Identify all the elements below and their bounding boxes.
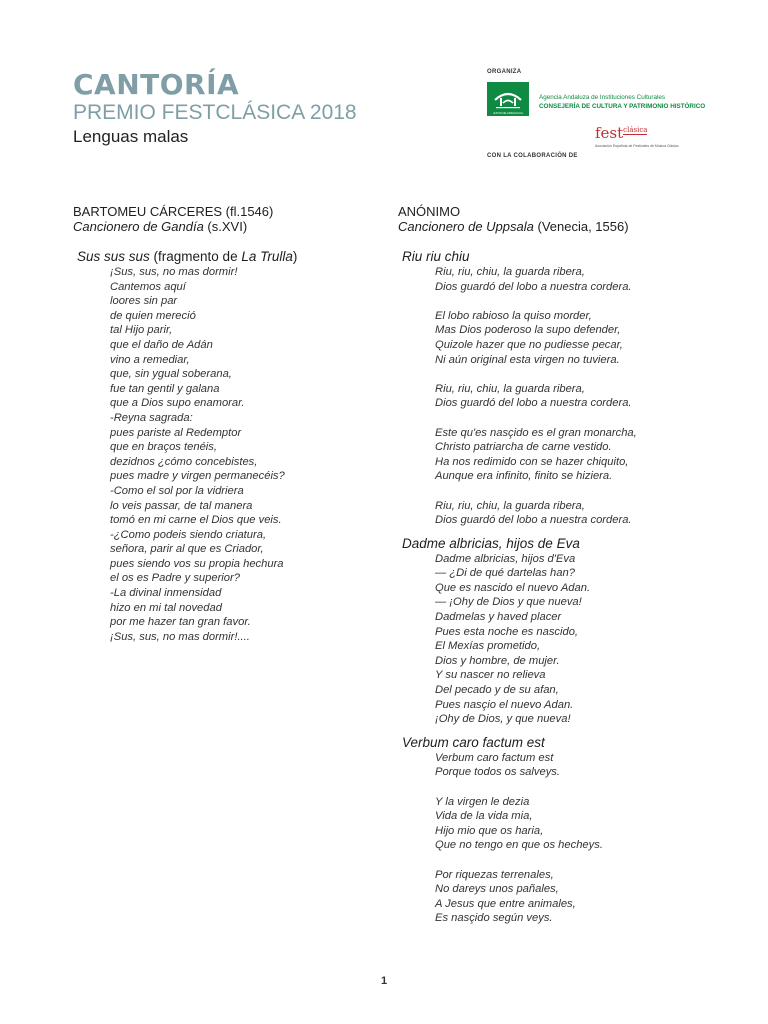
verse-line: tomó en mi carne el Dios que veis. xyxy=(110,514,282,527)
left-source-date: (s.XVI) xyxy=(203,219,248,234)
verse-line: Que es nascido el nuevo Adan. xyxy=(435,581,591,594)
verse-line: tal Hijo parir, xyxy=(110,324,173,337)
verse-line: -¿Como podeis siendo criatura, xyxy=(110,528,267,541)
agency-text xyxy=(539,93,705,111)
organiza-label: ORGANIZA xyxy=(487,69,522,75)
junta-logo-text: JUNTA DE ANDALUCIA xyxy=(493,111,523,115)
verse-line: Dadme albricias, hijos d'Eva xyxy=(435,552,576,565)
right-column xyxy=(398,204,718,926)
stanza-gap xyxy=(435,367,718,382)
verse-line: ¡Sus, sus, no mas dormir! xyxy=(110,266,238,278)
agency-line-2: CONSEJERÍA DE CULTURA Y PATRIMONIO HISTÓRICO xyxy=(539,103,706,110)
verse-line: Y su nascer no relieva xyxy=(435,669,546,682)
right-source-date: (Venecia, 1556) xyxy=(533,219,629,234)
stanza-gap xyxy=(435,484,718,499)
piece2-title-text: Dadme albricias, hijos de Eva xyxy=(402,535,580,551)
verse-line: Dios guardó del lobo a nuestra cordera. xyxy=(435,397,632,410)
verse-line: Cantemos aquí xyxy=(110,280,186,293)
verse-line: Mas Dios poderoso la supo defender, xyxy=(435,324,621,337)
verse-line: vino a remediar, xyxy=(110,353,190,366)
verse-line: por me hazer tan gran favor. xyxy=(110,616,251,629)
verse-line: fue tan gentil y galana xyxy=(110,382,220,395)
verse-line: que a Dios supo enamorar. xyxy=(110,397,245,410)
verse-line: señora, parir al que es Criador, xyxy=(110,543,264,556)
piece2-verses xyxy=(435,552,718,727)
verse-line: Dios guardó del lobo a nuestra cordera. xyxy=(435,514,632,527)
agency-line-1: Agencia Andaluza de Instituciones Culturales xyxy=(539,94,666,101)
stanza-gap xyxy=(435,294,718,309)
verse-line: A Jesus que entre animales, xyxy=(435,897,576,910)
piece-detail-italic: La Trulla xyxy=(241,249,293,264)
verse-line: Dios y hombre, de mujer. xyxy=(435,654,560,667)
verse-line: Pues esta noche es nascido, xyxy=(435,625,579,638)
verse-line: Ni aún original esta virgen no tuviera. xyxy=(435,353,620,366)
verse-line: pues madre y virgen permanecéis? xyxy=(110,470,285,483)
verse-line: Dadmelas y haved placer xyxy=(435,611,562,624)
piece1-title-text: Riu riu chiu xyxy=(402,249,470,264)
verse-line: — ¿Di de qué dartelas han? xyxy=(435,567,575,580)
verse-line: Ha nos redimido con se hazer chiquito, xyxy=(435,455,629,468)
piece-detail-suffix: ) xyxy=(292,249,298,264)
verse-line: que en braços tenéis, xyxy=(110,441,217,454)
verse-line: — ¡Ohy de Dios y que nueva! xyxy=(435,596,582,609)
piece-title-riu-riu-chiu xyxy=(402,249,718,265)
left-source xyxy=(73,219,373,234)
verse-line: Porque todos os salveys. xyxy=(435,766,560,779)
verse-line: No dareys unos pañales, xyxy=(435,883,559,896)
verse-line: Riu, riu, chiu, la guarda ribera, xyxy=(435,499,585,512)
verse-line: Y la virgen le dezia xyxy=(435,795,530,808)
verse-line: Hijo mio que os haria, xyxy=(435,824,544,837)
verse-line: Del pecado y de su afan, xyxy=(435,684,559,697)
right-composer: ANÓNIMO xyxy=(398,204,461,219)
verse-line: -La divinal inmensidad xyxy=(110,587,222,600)
stanza-gap xyxy=(435,853,718,868)
verse-line: Vida de la vida mia, xyxy=(435,810,533,823)
verse-line: El Mexías prometido, xyxy=(435,640,541,653)
verse-line: que el daño de Adán xyxy=(110,338,213,351)
verse-line: Christo patriarcha de carne vestido. xyxy=(435,441,612,454)
page-header xyxy=(73,70,357,147)
page-subtitle: PREMIO FESTCLÁSICA 2018 xyxy=(73,101,357,124)
piece-detail-prefix: (fragmento de xyxy=(149,249,242,264)
verse-line: pues pariste al Redemptor xyxy=(110,426,242,439)
verse-line: lo veis passar, de tal manera xyxy=(110,499,253,512)
left-source-title: Cancionero de Gandía xyxy=(73,219,204,234)
verse-line: loores sin par xyxy=(110,295,178,308)
left-piece-title xyxy=(77,249,373,265)
verse-line: dezidnos ¿cómo concebistes, xyxy=(110,455,258,468)
verse-line: ¡Sus, sus, no mas dormir!.... xyxy=(110,630,250,643)
fest-logo-line: Asociación Española de Festivales de Música Clásica xyxy=(595,144,679,148)
verse-line: Quizole hazer que no pudiesse pecar, xyxy=(435,338,623,351)
left-composer: BARTOMEU CÁRCERES (fl.1546) xyxy=(73,204,274,219)
verse-line: Que no tengo en que os hecheys. xyxy=(435,839,603,852)
piece3-verses xyxy=(435,751,718,926)
stanza-gap xyxy=(435,411,718,426)
stanza-gap xyxy=(435,780,718,795)
junta-andalucia-logo xyxy=(487,82,529,116)
verse-line: Riu, riu, chiu, la guarda ribera, xyxy=(435,382,585,395)
verse-line: Aunque era infinito, finito se hiziera. xyxy=(435,470,613,483)
page-title: CANTORÍA xyxy=(73,68,240,101)
festclasica-logo xyxy=(595,124,705,148)
verse-line: Pues nasçio el nuevo Adan. xyxy=(435,698,574,711)
verse-line: -Reyna sagrada: xyxy=(110,411,193,424)
page-number: 1 xyxy=(380,975,388,987)
left-verses xyxy=(110,265,373,644)
piece3-title-text: Verbum caro factum est xyxy=(402,734,545,750)
program-title: Lenguas malas xyxy=(73,127,189,146)
verse-line: de quien mereció xyxy=(110,309,196,322)
verse-line: Verbum caro factum est xyxy=(435,751,554,764)
organizers-block xyxy=(487,66,707,166)
verse-line: ¡Ohy de Dios, y que nueva! xyxy=(435,713,571,726)
piece-title-italic: Sus sus sus xyxy=(77,249,150,264)
verse-line: que, sin ygual soberana, xyxy=(110,368,232,381)
colaboracion-label: CON LA COLABORACIÓN DE xyxy=(487,153,578,159)
verse-line: pues siendo vos su propia hechura xyxy=(110,557,284,570)
right-source-title: Cancionero de Uppsala xyxy=(398,219,534,234)
piece-title-dadme-albricias xyxy=(402,536,718,552)
verse-line: el os es Padre y superior? xyxy=(110,572,240,585)
piece1-verses xyxy=(435,265,718,528)
verse-line: Este qu'es nasçido es el gran monarcha, xyxy=(435,426,637,439)
verse-line: Dios guardó del lobo a nuestra cordera. xyxy=(435,280,632,293)
verse-line: -Como el sol por la vidriera xyxy=(110,484,244,497)
right-source xyxy=(398,219,718,234)
verse-line: hizo en mi tal novedad xyxy=(110,601,222,614)
verse-line: Riu, riu, chiu, la guarda ribera, xyxy=(435,266,585,278)
verse-line: Por riquezas terrenales, xyxy=(435,868,554,881)
junta-emblem-icon xyxy=(491,86,525,112)
verse-line: Es nasçido según veys. xyxy=(435,912,553,925)
piece-title-verbum-caro xyxy=(402,735,718,751)
fest-logo-small: clásica xyxy=(623,126,648,134)
left-column xyxy=(73,204,373,644)
fest-logo-word: fest xyxy=(595,124,624,142)
verse-line: El lobo rabioso la quiso morder, xyxy=(435,309,592,322)
